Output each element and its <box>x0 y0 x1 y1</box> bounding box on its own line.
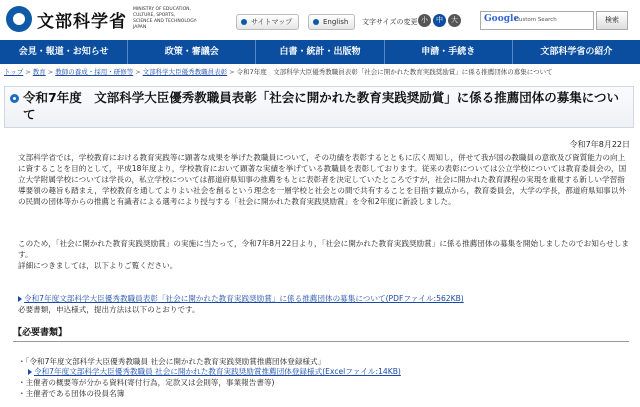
intro-paragraph: 文部科学省では，学校教育における教育実践等に顕著な成果を挙げた教職員について，その功績を表彰するとともに広く周知し，併せて我が国の教職員の意欲及び資質能力の向上に資することを目的として，平成18年度より，学校教育において顕著な実績を挙げている教職員を表彰しております。従来の表彰については公立学校については教育委員会の，国立大学附属学校については学長の，私立学校については都道府県知事の推薦をもとに表彰者を決定していたところですが，社会に開かれた教育課程の実現を重視する新しい学習指導要領の趣旨も踏まえ，学校教育を通してよりよい社会を創るという理念を一層学校と社会との間で共有することを目指す観点から，教育委員会，大学の学長，都道府県知事以外の民間の団体等からの推薦と有識者による選考により授与する「社会に開かれた教育実践奨励賞」を令和2年度に新設しました。 <box>18 153 627 206</box>
breadcrumb-current: 令和7年度 文部科学大臣優秀教職員表彰「社会に開かれた教育実践奨励賞」に係る推薦団体の募集について <box>236 68 553 76</box>
font-size-large-button[interactable]: 大 <box>448 14 461 27</box>
site-header <box>0 0 640 40</box>
nav-item-applications[interactable]: 申請・手続き <box>385 40 513 64</box>
search-button[interactable]: 検索 <box>596 11 628 30</box>
sitemap-button[interactable] <box>236 14 299 30</box>
nav-item-publications[interactable]: 白書・統計・出版物 <box>256 40 384 64</box>
global-nav <box>0 40 640 64</box>
link-arrow-icon <box>28 369 32 375</box>
nav-item-about[interactable]: 文部科学省の紹介 <box>540 47 613 57</box>
publish-date: 令和7年8月22日 <box>569 140 630 149</box>
section-heading-documents: 【必要書類】 <box>13 325 629 342</box>
excel-link-row <box>28 367 401 377</box>
list-item: ・主催者の概要等が分かる資料(寄付行為，定款又は会則等，事業報告書等) <box>18 378 275 387</box>
nav-item-policy[interactable]: 政策・審議会 <box>128 40 256 64</box>
pdf-link-row <box>18 293 630 304</box>
arrow-circle-icon <box>313 19 319 25</box>
arrow-circle-icon <box>241 19 247 25</box>
google-logo: Google <box>484 14 520 24</box>
sitemap-label: サイトマップ <box>251 18 293 26</box>
site-logo[interactable] <box>6 6 203 32</box>
breadcrumb-link[interactable]: 教師の養成・採用・研修等 <box>55 68 134 76</box>
breadcrumb-link[interactable]: 文部科学大臣優秀教職員表彰 <box>142 68 228 76</box>
breadcrumb: トップ > 教育 > 教師の養成・採用・研修等 > 文部科学大臣優秀教職員表彰 > 令和7年度 文部科学大臣優秀教職員表彰「社会に開かれた教育実践奨励賞」に係る推薦団体の募集について <box>4 68 553 76</box>
pdf-link[interactable]: 令和7年度文部科学大臣優秀教職員表彰「社会に開かれた教育実践奨励賞」に係る推薦団体の募集について(PDFファイル:562KB) <box>24 294 464 303</box>
logo-text: 文部科学省 <box>37 11 127 32</box>
font-size-medium-button[interactable]: 中 <box>433 14 446 27</box>
page-title: 令和7年度 文部科学大臣優秀教職員表彰「社会に開かれた教育実践奨励賞」に係る推薦団体の募集について <box>23 90 619 122</box>
mext-emblem-icon <box>6 6 32 32</box>
search-input[interactable] <box>480 11 594 30</box>
link-arrow-icon <box>18 296 22 302</box>
list-item: ・「令和7年度文部科学大臣優秀教職員 社会に開かれた教育実践奨励賞推薦団体登録様式」 <box>18 357 326 366</box>
announcement-paragraph: このため，「社会に開かれた教育実践奨励賞」の実施に当たって，令和7年8月22日より，「社会に開かれた教育実践奨励賞」に係る推薦団体の募集を開始しましたのでお知らせします。 <box>18 239 629 259</box>
list-item: ・主催者である団体の役員名簿 <box>18 389 125 398</box>
nav-item-press[interactable]: 会見・報道・お知らせ <box>0 40 128 64</box>
page-title-box <box>4 86 634 128</box>
excel-link[interactable]: 令和7年度文部科学大臣優秀教職員 社会に開かれた教育実践奨励賞推薦団体登録様式(Excelファイル:14KB) <box>34 367 401 376</box>
title-bullet-icon <box>10 94 19 103</box>
requirements-note: 必要書類，申込様式，提出方法は以下のとおりです。 <box>18 305 200 314</box>
breadcrumb-link[interactable]: 教育 <box>32 68 46 76</box>
details-paragraph: 詳細につきましては，以下よりご覧ください。 <box>18 261 178 270</box>
english-label: English <box>323 18 349 26</box>
search-placeholder: Custom Search <box>515 17 557 23</box>
font-size-label: 文字サイズの変更 <box>362 18 418 26</box>
font-size-small-button[interactable]: 小 <box>418 14 431 27</box>
logo-english-name: MINISTRY OF EDUCATION, CULTURE, SPORTS, SCIENCE AND TECHNOLOGY-JAPAN <box>133 7 198 30</box>
breadcrumb-link[interactable]: トップ <box>4 68 24 76</box>
english-button[interactable] <box>308 14 355 30</box>
